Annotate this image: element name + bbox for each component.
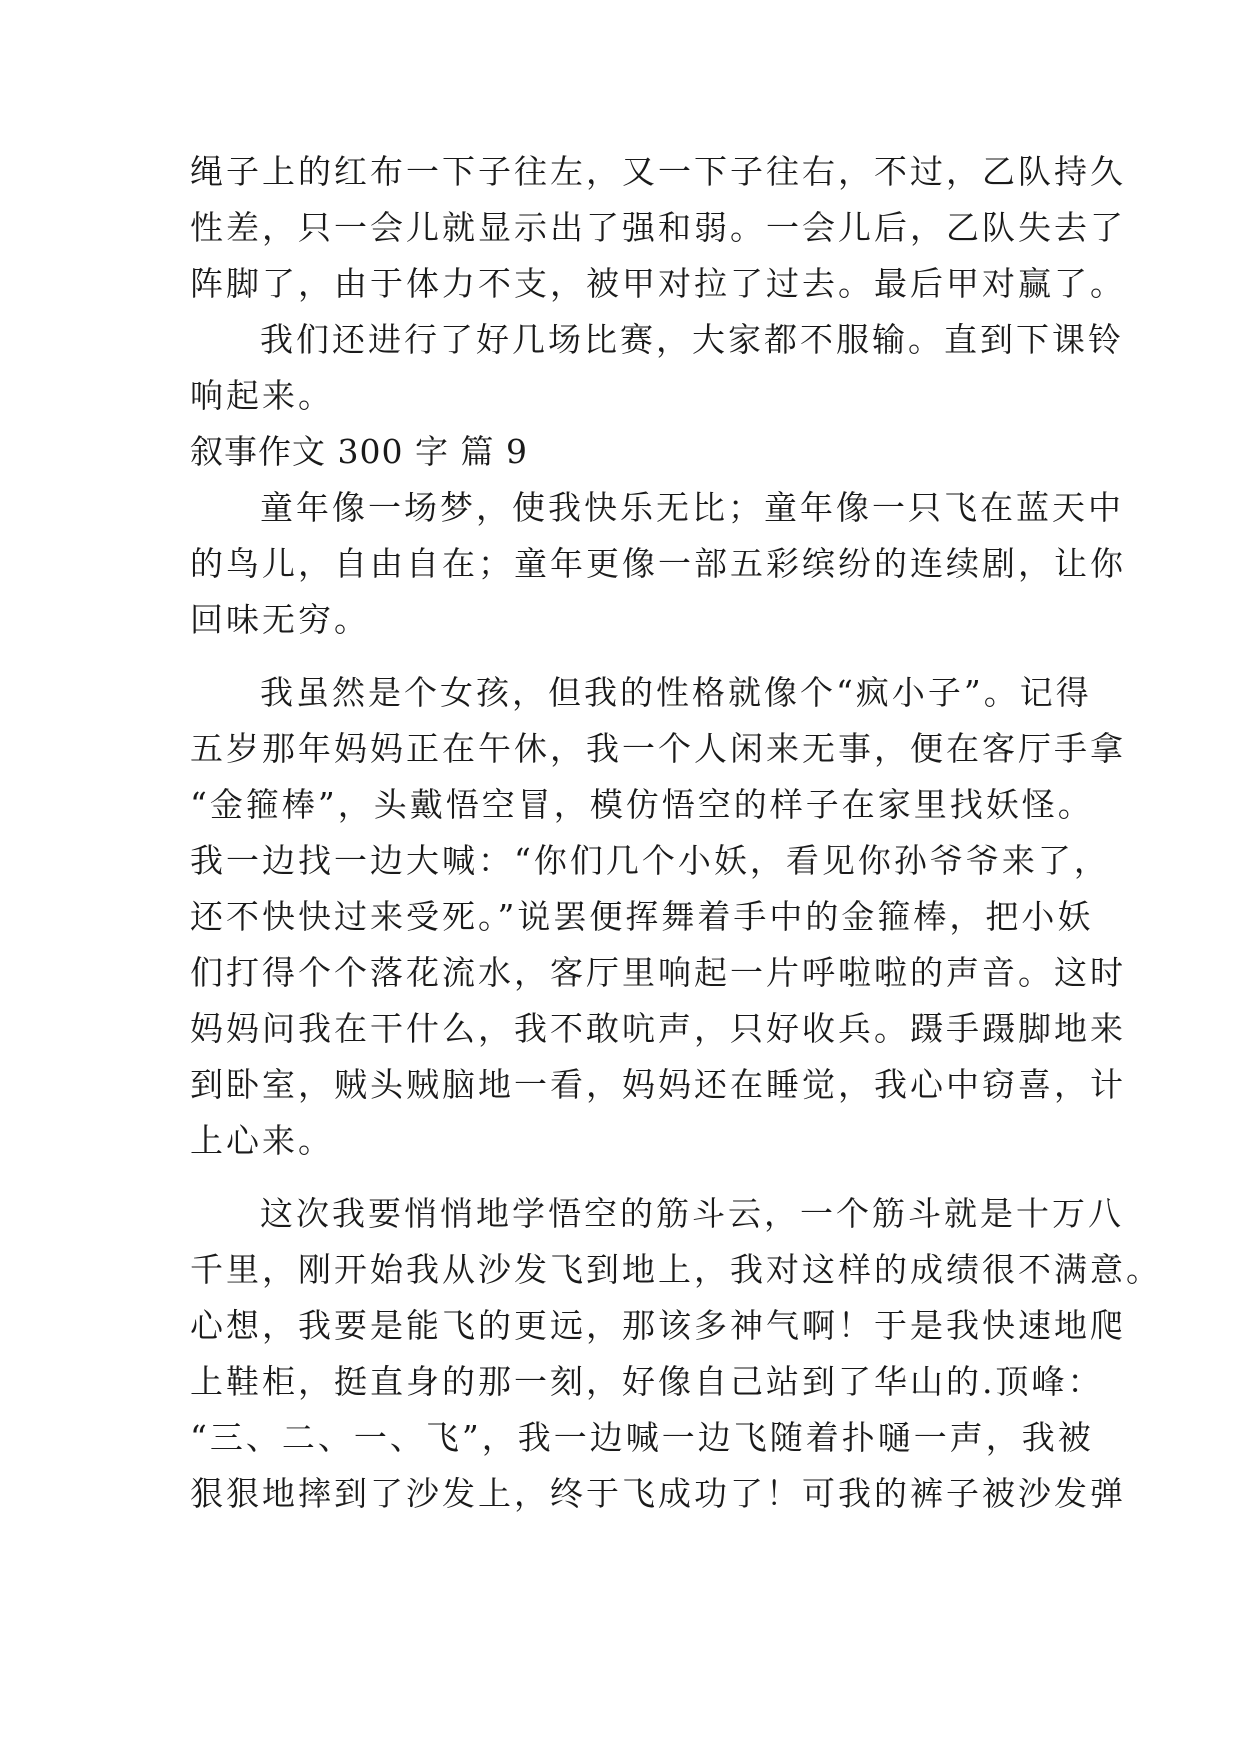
text-line: 还不快快过来受死。”说罢便挥舞着手中的金箍棒，把小妖 — [190, 897, 1094, 936]
text-line: “金箍棒”，头戴悟空冒，模仿悟空的样子在家里找妖怪。 — [190, 785, 1094, 824]
paragraph-start-line: 我们还进行了好几场比赛，大家都不服输。直到下课铃 — [260, 320, 1124, 359]
text-line: 阵脚了，由于体力不支，被甲对拉了过去。最后甲对赢了。 — [190, 264, 1126, 303]
paragraph-start-line: 我虽然是个女孩，但我的性格就像个“疯小子”。记得 — [260, 673, 1092, 712]
text-line: 五岁那年妈妈正在午休，我一个人闲来无事，便在客厅手拿 — [190, 729, 1126, 768]
paragraph-start-line: 童年像一场梦，使我快乐无比；童年像一只飞在蓝天中 — [260, 488, 1124, 527]
text-line: 上鞋柜，挺直身的那一刻，好像自己站到了华山的.顶峰： — [190, 1362, 1104, 1401]
text-line: “三、二、一、飞”，我一边喊一边飞随着扑嗵一声，我被 — [190, 1418, 1094, 1457]
text-line: 我一边找一边大喊：“你们几个小妖，看见你孙爷爷来了， — [190, 841, 1110, 880]
text-line: 上心来。 — [190, 1121, 334, 1160]
text-line: 回味无穷。 — [190, 600, 370, 639]
text-line: 的鸟儿，自由自在；童年更像一部五彩缤纷的连续剧，让你 — [190, 544, 1126, 583]
paragraph-start-line: 这次我要悄悄地学悟空的筋斗云，一个筋斗就是十万八 — [260, 1194, 1124, 1233]
text-line: 狠狠地摔到了沙发上，终于飞成功了！可我的裤子被沙发弹 — [190, 1474, 1126, 1513]
text-line: 响起来。 — [190, 376, 334, 415]
text-line: 性差，只一会儿就显示出了强和弱。一会儿后，乙队失去了 — [190, 208, 1126, 247]
section-heading: 叙事作文 300 字 篇 9 — [190, 432, 528, 471]
text-line: 千里，刚开始我从沙发飞到地上，我对这样的成绩很不满意。 — [190, 1250, 1162, 1289]
paragraph-gap — [190, 648, 1070, 665]
text-line: 绳子上的红布一下子往左，又一下子往右，不过，乙队持久 — [190, 152, 1126, 191]
text-line: 到卧室，贼头贼脑地一看，妈妈还在睡觉，我心中窃喜，计 — [190, 1065, 1126, 1104]
document-body — [190, 144, 1162, 1522]
text-line: 们打得个个落花流水，客厅里响起一片呼啦啦的声音。这时 — [190, 953, 1126, 992]
paragraph-gap — [190, 1169, 1070, 1186]
text-line: 心想，我要是能飞的更远，那该多神气啊！于是我快速地爬 — [190, 1306, 1126, 1345]
text-line: 妈妈问我在干什么，我不敢吭声，只好收兵。蹑手蹑脚地来 — [190, 1009, 1126, 1048]
